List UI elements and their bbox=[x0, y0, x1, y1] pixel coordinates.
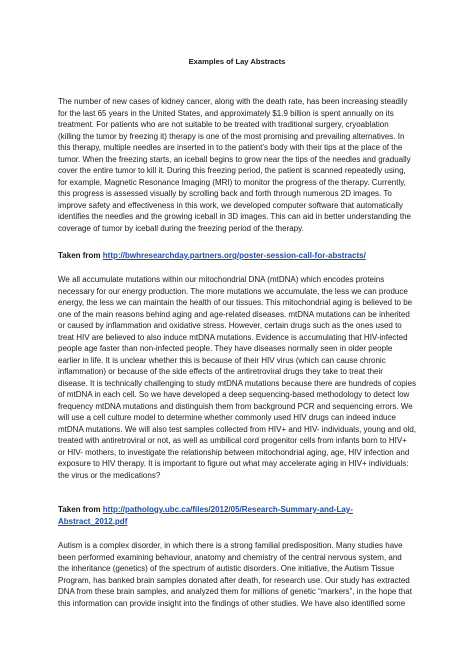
paragraph-line: treatment. For patients who are not suitable to be treated with traditional surgery, cryoablation bbox=[58, 120, 389, 129]
paragraph-line: will use a cell culture model to determine whether commonly used HIV drugs can indeed induce bbox=[58, 413, 396, 422]
paragraph-line: or caused by inflammation and oxidative stress. However, certain drugs such as the ones used to bbox=[58, 321, 402, 330]
paragraph-line: this progress is assessed visually by scrolling back and forth through numerous 2D images. To bbox=[58, 189, 392, 198]
paragraph-line: improve safety and effectiveness in this work, we developed computer software that automatically bbox=[58, 200, 403, 210]
paragraph-line: DNA from these brain samples, and analyzed them for millions of genetic “markers”, in the hope that bbox=[58, 587, 412, 596]
paragraph-line: earlier in life. It is unclear whether this is because of their HIV virus (which can cause chronic bbox=[58, 355, 386, 365]
paragraph-line: coverage of tumor by iceball during the freezing period of the therapy. bbox=[58, 223, 304, 233]
abstract-paragraph-mtdna bbox=[58, 274, 418, 481]
paragraph-line: the inheritance (genetics) of the spectrum of autistic disorders. One initiative, the Autism Tissue bbox=[58, 564, 395, 573]
paragraph-line: mtDNA mutations. We will also test samples collected from HIV+ and HIV- individuals, young and old, bbox=[58, 424, 417, 434]
paragraph-line: for example, Magnetic Resonance Imaging (MRI) to monitor the progress of the therapy. Currently, bbox=[58, 177, 406, 187]
paragraph-line: The number of new cases of kidney cancer, along with the death rate, has been increasing steadily bbox=[58, 97, 408, 106]
document-title: Examples of Lay Abstracts bbox=[188, 57, 286, 66]
paragraph-line: been performed examining behaviour, anatomy and chemistry of the central nervous system, and bbox=[58, 552, 402, 562]
abstract-paragraph-autism bbox=[58, 540, 418, 609]
paragraph-line: disease. It is technically challenging to study mtDNA mutations because there are hundreds of copies bbox=[58, 378, 416, 388]
source-label: Taken from bbox=[58, 251, 101, 260]
paragraph-line: treat HIV are believed to also induce mtDNA mutations. Evidence is accumulating that HIV-infected bbox=[58, 332, 408, 342]
paragraph-line: the virus or the medications? bbox=[58, 470, 161, 480]
paragraph-line: for the last 65 years in the United States, and approximately $1.9 billion is spent annually on its bbox=[58, 108, 394, 118]
paragraph-line: of mtDNA in each cell. So we have developed a deep sequencing-based methodology to detect low bbox=[58, 390, 410, 399]
paragraph-line: cover the entire tumor to kill it. During this freezing period, the patient is scanned repeatedly using, bbox=[58, 166, 406, 175]
paragraph-line: or HIV- mothers, to investigate the relationship between mitochondrial aging, age, HIV infection and bbox=[58, 447, 410, 457]
paragraph-line: treated with antiretroviral or not, as well as umbilical cord progenitor cells from infants born to HIV+ bbox=[58, 436, 407, 445]
paragraph-line: We all accumulate mutations within our mitochondrial DNA (mtDNA) which encodes proteins bbox=[58, 275, 385, 284]
paragraph-line: tumor. When the freezing starts, an iceball begins to grow near the tips of the needles and gradually bbox=[58, 154, 411, 164]
paragraph-line: one of the main reasons behind aging and age-related diseases. mtDNA mutations can be inherited bbox=[58, 309, 410, 319]
paragraph-line: energy, the less we can maintain the health of our tissues. This mitochondrial aging is believed to be bbox=[58, 298, 413, 307]
abstract-paragraph-kidney-cancer bbox=[58, 96, 418, 234]
source-citation-2 bbox=[58, 504, 438, 527]
paragraph-line: this information can provide insight into the findings of other studies. We have also identified some bbox=[58, 598, 406, 608]
paragraph-line: necessary for our energy production. The more mutations we accumulate, the less we can produce bbox=[58, 286, 408, 296]
paragraph-line: exposure to HIV therapy. It is important to figure out what may accelerate aging in HIV+ individuals: bbox=[58, 459, 409, 468]
paragraph-line: this therapy, multiple needles are inserted in to the patient’s body with their tips at the place of the bbox=[58, 143, 403, 152]
source-citation-1 bbox=[58, 250, 438, 262]
paragraph-line: Program, has banked brain samples donated after death, for research use. Our study has extracted bbox=[58, 575, 410, 585]
paragraph-line: people age faster than non-infected people. They have diseases normally seen in older people bbox=[58, 344, 393, 353]
source-link-ubc-continued[interactable]: Abstract_2012.pdf bbox=[58, 516, 128, 526]
paragraph-line: inflammation) or because of the side effects of the antiretroviral drugs they take to treat their bbox=[58, 367, 383, 376]
paragraph-line: (killing the tumor by freezing it) therapy is one of the most promising and prevailing alternatives. In bbox=[58, 131, 405, 141]
source-label: Taken from bbox=[58, 505, 101, 514]
source-link-bwh[interactable]: http://bwhresearchday.partners.org/poster-session-call-for-abstracts/ bbox=[102, 251, 366, 260]
paragraph-line: frequency mtDNA mutations and distinguish them from background PCR and sequencing errors. We bbox=[58, 401, 413, 411]
source-link-ubc[interactable]: http://pathology.ubc.ca/files/2012/05/Research-Summary-and-Lay- bbox=[102, 505, 353, 514]
paragraph-line: identifies the needles and the growing iceball in 3D images. This can aid in better understanding the bbox=[58, 212, 411, 221]
paragraph-line: Autism is a complex disorder, in which there is a strong familial predisposition. Many studies have bbox=[58, 541, 403, 550]
